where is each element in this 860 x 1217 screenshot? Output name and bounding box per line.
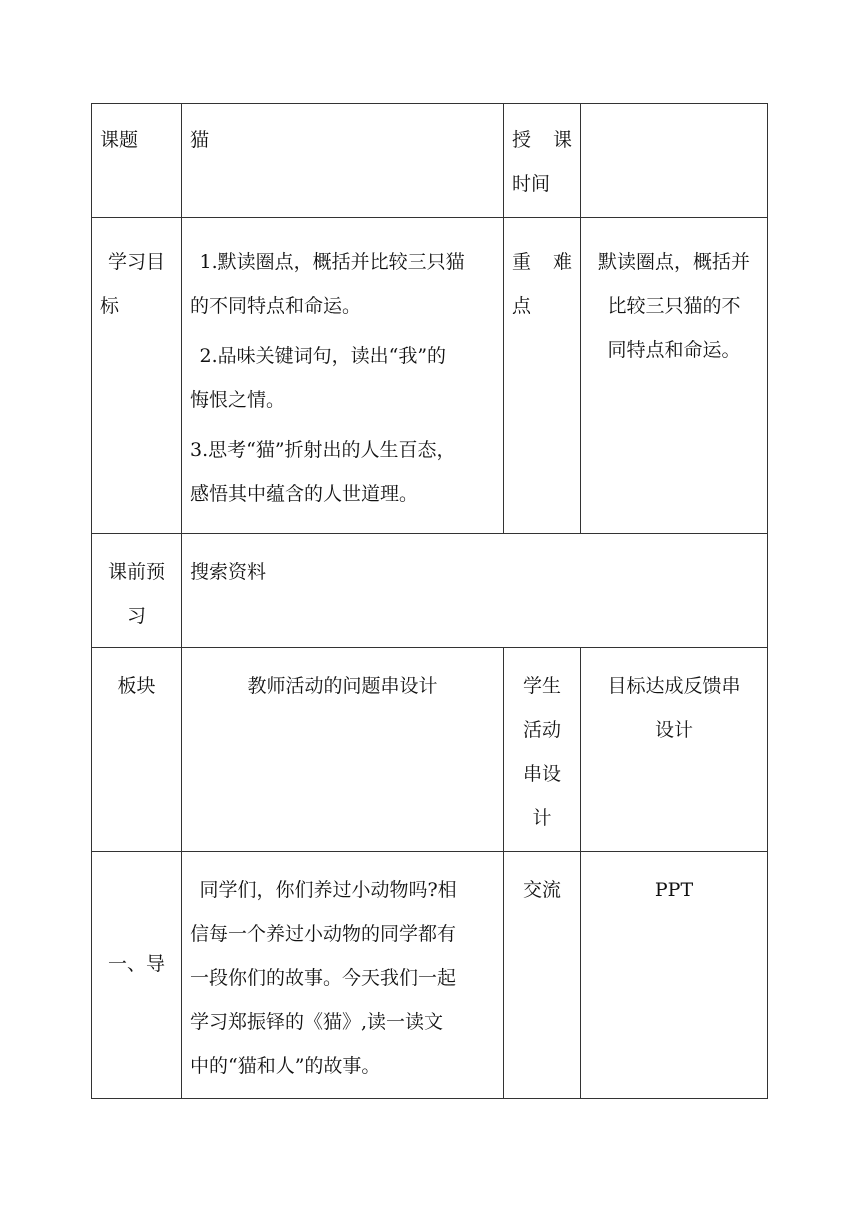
header-feedback-line1: 目标达成反馈串 [607, 675, 741, 697]
header-feedback-line2: 设计 [654, 719, 693, 741]
preview-label-cell [92, 534, 182, 648]
intro-row [92, 852, 768, 1099]
header-student-line1: 学生 [522, 675, 561, 697]
key-points-line1: 默读圈点，概括并 [597, 251, 750, 273]
header-student-line2: 活动 [522, 719, 561, 741]
header-section-cell [92, 648, 182, 852]
goals-label-line1: 学习目 [107, 251, 165, 273]
goals-label-line2: 标 [100, 295, 120, 317]
class-time-label-line2: 时间 [512, 173, 551, 195]
goals-label-cell [92, 218, 182, 534]
topic-label-cell [92, 104, 182, 218]
key-points-label-line1: 重 难 [512, 251, 572, 273]
preview-value: 搜索资料 [190, 561, 267, 583]
header-feedback-cell [581, 648, 768, 852]
goal-item-3: 3.思考“猫”折射出的人生百态， 感悟其中蕴含的人世道理。 [190, 439, 456, 505]
topic-row [92, 104, 768, 218]
class-time-label-cell [504, 104, 581, 218]
intro-text-line2: 信每一个养过小动物的同学都有 [190, 923, 457, 945]
intro-feedback: PPT [654, 879, 694, 901]
key-points-label-line2: 点 [512, 295, 532, 317]
header-section: 板块 [117, 675, 156, 697]
goals-list-cell [182, 218, 504, 534]
intro-text-line4: 学习郑振铎的《猫》,读一读文 [190, 1011, 444, 1033]
header-row [92, 648, 768, 852]
goal-item-2: 2.品味关键词句，读出“我”的 悔恨之情。 [190, 345, 447, 411]
key-points-label-cell [504, 218, 581, 534]
preview-label-line1: 课前预 [107, 561, 165, 583]
intro-text-line5: 中的“猫和人”的故事。 [190, 1055, 381, 1077]
topic-value-cell [182, 104, 504, 218]
header-student-line4: 计 [532, 807, 552, 829]
header-student-cell [504, 648, 581, 852]
preview-value-cell [182, 534, 768, 648]
topic-label: 课题 [100, 129, 139, 151]
intro-feedback-cell [581, 852, 768, 1099]
goal-item-1: 1.默读圈点，概括并比较三只猫 的不同特点和命运。 [190, 251, 465, 317]
intro-teacher-cell [182, 852, 504, 1099]
class-time-value-cell [581, 104, 768, 218]
intro-text-line1: 同学们，你们养过小动物吗?相 [199, 879, 457, 901]
intro-section-label: 一、导 [107, 953, 165, 975]
class-time-label-line1: 授 课 [512, 129, 572, 151]
preview-label-line2: 习 [126, 605, 146, 627]
header-student-line3: 串设 [522, 763, 561, 785]
intro-text-line3: 一段你们的故事。今天我们一起 [190, 967, 457, 989]
intro-section-cell [92, 852, 182, 1099]
header-teacher-cell [182, 648, 504, 852]
topic-value: 猫 [190, 129, 210, 151]
intro-student-cell [504, 852, 581, 1099]
goals-row [92, 218, 768, 534]
key-points-line2: 比较三只猫的不 [607, 295, 741, 317]
header-teacher-activity: 教师活动的问题串设计 [247, 675, 438, 697]
key-points-line3: 同特点和命运。 [607, 339, 741, 361]
key-points-value-cell [581, 218, 768, 534]
preview-row [92, 534, 768, 648]
intro-student-activity: 交流 [522, 879, 561, 901]
lesson-plan-table [91, 103, 768, 1099]
